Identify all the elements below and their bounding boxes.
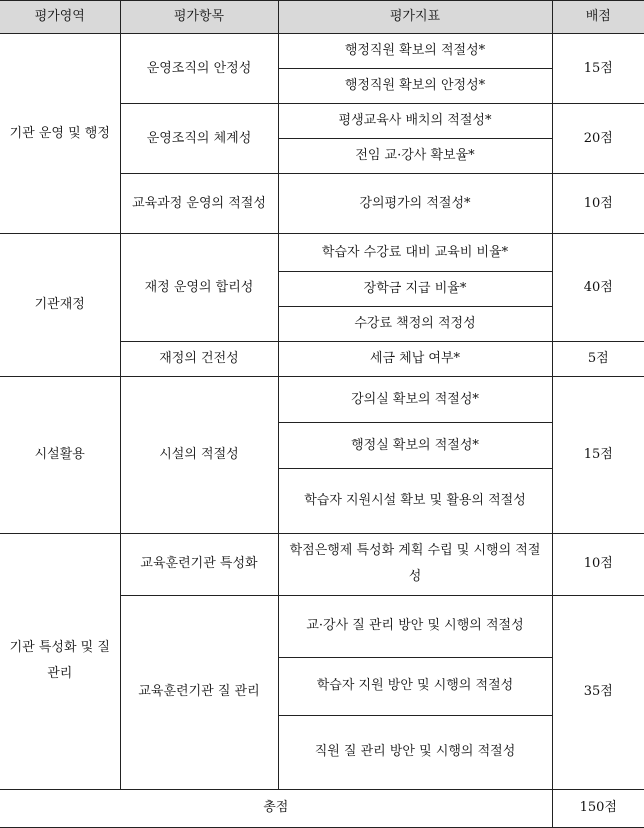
item-cell: 시설의 적절성 [120,377,278,533]
score-cell: 20점 [552,104,644,174]
item-cell: 재정의 건전성 [120,342,278,377]
indicator-cell: 직원 질 관리 방안 및 시행의 적절성 [278,715,552,789]
indicator-cell: 수강료 책정의 적정성 [278,307,552,342]
indicator-cell: 세금 체납 여부* [278,342,552,377]
indicator-cell: 행정직원 확보의 적절성* [278,34,552,69]
header-score: 배점 [552,1,644,34]
header-row [0,1,644,34]
indicator-cell: 행정직원 확보의 안정성* [278,69,552,104]
area-cell: 기관 특성화 및 질 관리 [0,533,120,789]
item-cell: 운영조직의 안정성 [120,34,278,104]
score-cell: 10점 [552,174,644,234]
score-cell: 15점 [552,34,644,104]
indicator-cell: 학습자 수강료 대비 교육비 비율* [278,234,552,272]
item-cell: 재정 운영의 합리성 [120,234,278,342]
score-cell: 40점 [552,234,644,342]
indicator-cell: 평생교육사 배치의 적절성* [278,104,552,139]
table-row [0,377,644,423]
item-cell: 교육훈련기관 특성화 [120,533,278,595]
score-cell: 5점 [552,342,644,377]
score-cell: 10점 [552,533,644,595]
indicator-cell: 학습자 지원 방안 및 시행의 적절성 [278,657,552,715]
area-cell: 시설활용 [0,377,120,533]
indicator-cell: 교·강사 질 관리 방안 및 시행의 적절성 [278,595,552,657]
header-indicator: 평가지표 [278,1,552,34]
indicator-cell: 전임 교·강사 확보율* [278,139,552,174]
table-row [0,34,644,69]
item-cell: 운영조직의 체계성 [120,104,278,174]
score-cell: 15점 [552,377,644,533]
header-area: 평가영역 [0,1,120,34]
indicator-cell: 행정실 확보의 적절성* [278,423,552,469]
area-cell: 기관 운영 및 행정 [0,34,120,234]
indicator-cell: 학습자 지원시설 확보 및 활용의 적절성 [278,469,552,533]
item-cell: 교육과정 운영의 적절성 [120,174,278,234]
header-item: 평가항목 [120,1,278,34]
area-cell: 기관재정 [0,234,120,377]
score-cell: 35점 [552,595,644,789]
indicator-cell: 강의실 확보의 적절성* [278,377,552,423]
indicator-cell: 학점은행제 특성화 계획 수립 및 시행의 적절성 [278,533,552,595]
table-row [0,234,644,272]
indicator-cell: 장학금 지급 비율* [278,272,552,307]
indicator-cell: 강의평가의 적절성* [278,174,552,234]
total-score: 150점 [552,789,644,827]
item-cell: 교육훈련기관 질 관리 [120,595,278,789]
total-row [0,789,644,827]
total-label: 총점 [0,789,552,827]
table-row [0,533,644,595]
